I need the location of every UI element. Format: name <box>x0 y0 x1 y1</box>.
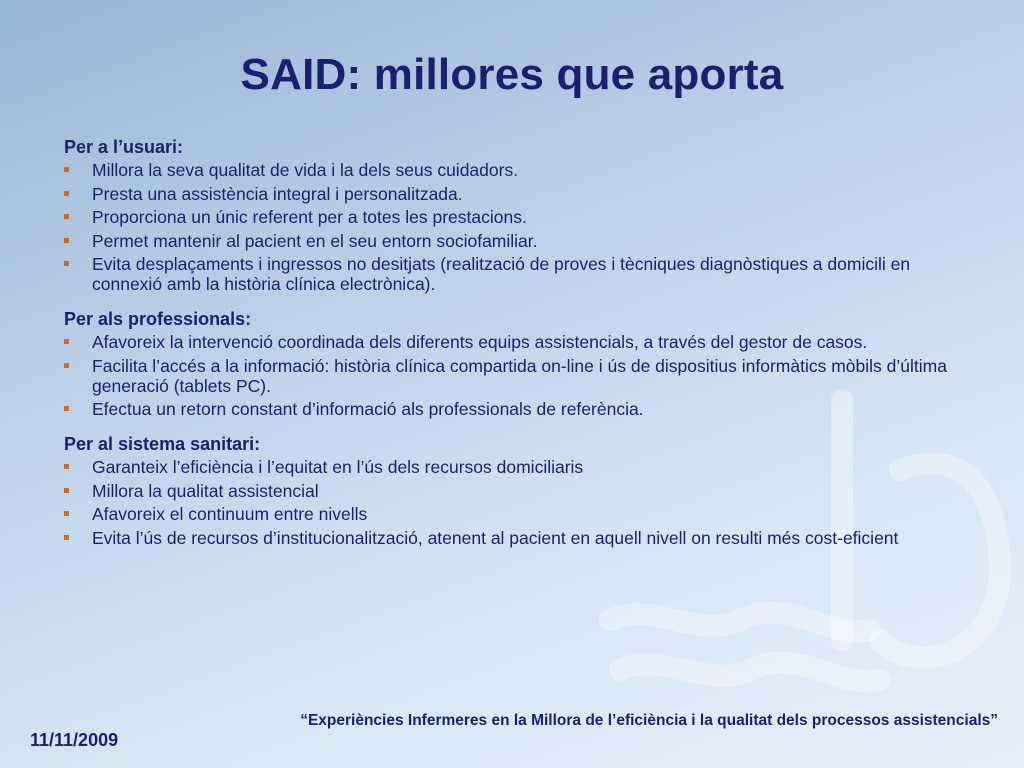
section-user <box>64 136 964 294</box>
bullet-square-icon <box>64 167 69 172</box>
bullet-item: Millora la seva qualitat de vida i la dels seus cuidadors. <box>64 160 964 180</box>
bullet-square-icon <box>64 238 69 243</box>
bullet-list <box>64 332 964 419</box>
bullet-item: Millora la qualitat assistencial <box>64 481 964 501</box>
bullet-item: Presta una assistència integral i personalitzada. <box>64 184 964 204</box>
bullet-square-icon <box>64 339 69 344</box>
bullet-square-icon <box>64 214 69 219</box>
bullet-item: Afavoreix la intervenció coordinada dels diferents equips assistencials, a través del gestor de casos. <box>64 332 964 352</box>
bullet-square-icon <box>64 535 69 540</box>
bullet-item: Proporciona un únic referent per a totes les prestacions. <box>64 207 964 227</box>
slide-title: SAID: millores que aporta <box>240 50 784 99</box>
bullet-square-icon <box>64 363 69 368</box>
bullet-item: Permet mantenir al pacient en el seu entorn sociofamiliar. <box>64 231 964 251</box>
section-professionals <box>64 308 964 419</box>
bullet-square-icon <box>64 191 69 196</box>
bullet-square-icon <box>64 261 69 266</box>
bullet-item: Evita desplaçaments i ingressos no desitjats (realització de proves i tècniques diagnòstiques a domicili en connexió amb la història clínica electrònica). <box>64 254 964 294</box>
bullet-item: Afavoreix el continuum entre nivells <box>64 504 964 524</box>
bullet-list <box>64 160 964 294</box>
footer-date: 11/11/2009 <box>30 730 119 750</box>
slide-content <box>64 136 964 562</box>
section-heading: Per a l’usuari: <box>64 137 184 157</box>
section-heading: Per als professionals: <box>64 309 252 329</box>
bullet-item: Facilita l’accés a la informació: història clínica compartida on-line i ús de dispositius informàtics mòbils d’última generació (tablets PC). <box>64 356 964 396</box>
bullet-square-icon <box>64 511 69 516</box>
bullet-item: Evita l’ús de recursos d’institucionalització, atenent al pacient en aquell nivell on resulti més cost-eficient <box>64 528 964 548</box>
section-heading: Per al sistema sanitari: <box>64 434 261 454</box>
bullet-list <box>64 457 964 548</box>
bullet-square-icon <box>64 464 69 469</box>
section-health-system <box>64 433 964 548</box>
bullet-item: Efectua un retorn constant d’informació als professionals de referència. <box>64 399 964 419</box>
footer-quote: “Experiències Infermeres en la Millora de l’eficiència i la qualitat dels processos assistencials” <box>300 712 998 729</box>
bullet-square-icon <box>64 406 69 411</box>
bullet-item: Garanteix l’eficiència i l’equitat en l’ús dels recursos domiciliaris <box>64 457 964 477</box>
bullet-square-icon <box>64 488 69 493</box>
